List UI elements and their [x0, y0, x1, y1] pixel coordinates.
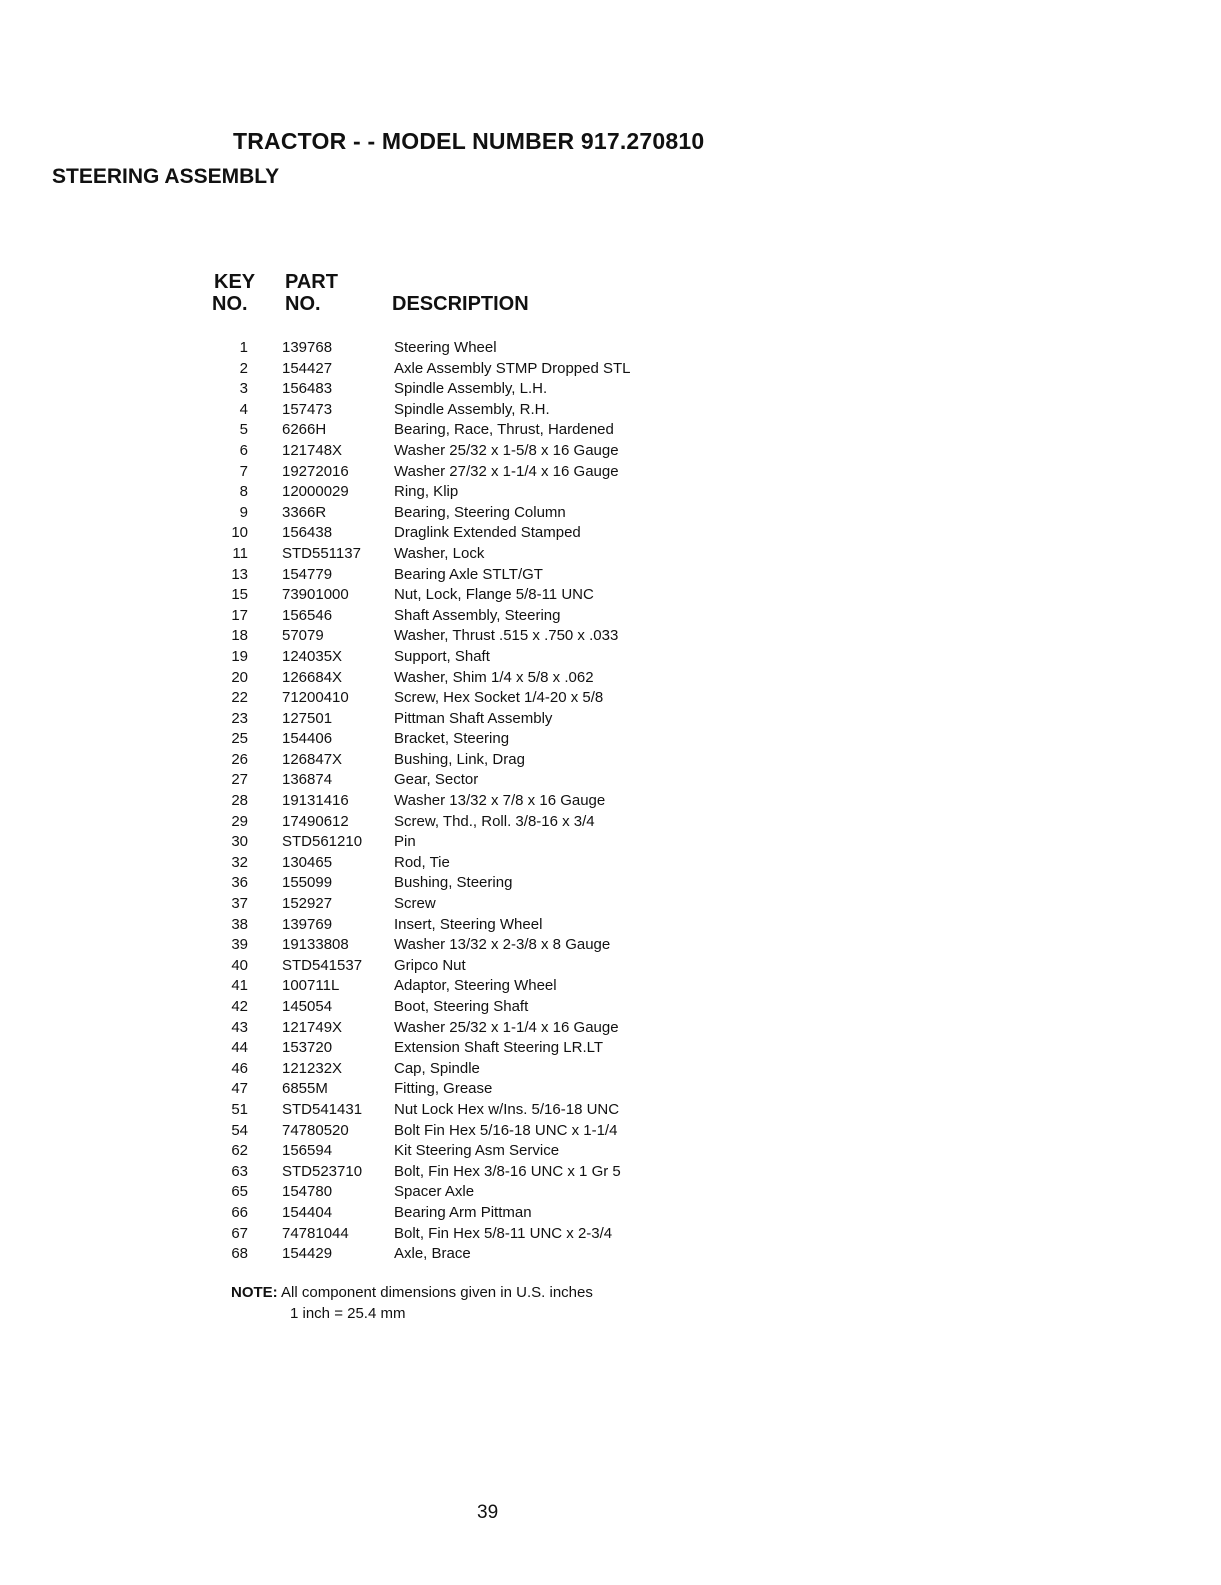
- key-number: 68: [231, 1245, 248, 1263]
- key-number: 15: [231, 586, 248, 604]
- key-number: 62: [231, 1142, 248, 1160]
- part-description: Spindle Assembly, R.H.: [394, 400, 550, 418]
- part-description: Washer 13/32 x 2-3/8 x 8 Gauge: [394, 936, 611, 954]
- parts-row: [200, 420, 720, 441]
- key-header-line2: NO.: [212, 293, 248, 315]
- key-number: 10: [231, 524, 248, 542]
- key-number: 38: [231, 915, 248, 933]
- page-title: TRACTOR - - MODEL NUMBER 917.270810: [233, 128, 705, 154]
- note: [231, 1283, 593, 1303]
- key-number: 66: [231, 1203, 248, 1221]
- key-number: 32: [231, 853, 248, 871]
- part-number: 19133808: [282, 936, 349, 954]
- parts-row: [200, 441, 720, 462]
- part-number: 6855M: [282, 1080, 328, 1098]
- parts-row: [200, 1100, 720, 1121]
- parts-row: [200, 750, 720, 771]
- parts-row: [200, 1244, 720, 1265]
- parts-row: [200, 873, 720, 894]
- parts-row: [200, 688, 720, 709]
- part-description: Support, Shaft: [394, 647, 490, 665]
- part-description: Bolt, Fin Hex 3/8-16 UNC x 1 Gr 5: [394, 1162, 621, 1180]
- key-number: 30: [231, 833, 248, 851]
- parts-row: [200, 1182, 720, 1203]
- part-number: STD541537: [282, 956, 363, 974]
- key-number: 63: [231, 1162, 248, 1180]
- parts-row: [200, 523, 720, 544]
- key-number: 44: [231, 1039, 248, 1057]
- part-number: 156483: [282, 380, 333, 398]
- part-number: 73901000: [282, 586, 349, 604]
- part-description: Spacer Axle: [394, 1183, 475, 1201]
- part-number: 6266H: [282, 421, 327, 439]
- key-number: 51: [231, 1100, 248, 1118]
- part-number: 156594: [282, 1142, 333, 1160]
- part-number: STD541431: [282, 1100, 363, 1118]
- part-description: Gripco Nut: [394, 956, 466, 974]
- key-number: 43: [231, 1018, 248, 1036]
- key-number: 28: [231, 792, 248, 810]
- part-description: Shaft Assembly, Steering: [394, 606, 561, 624]
- page-number: 39: [477, 1502, 499, 1523]
- key-number: 13: [231, 565, 248, 583]
- parts-row: [200, 1203, 720, 1224]
- key-number: 65: [231, 1183, 248, 1201]
- part-description: Nut, Lock, Flange 5/8-11 UNC: [394, 586, 594, 604]
- parts-row: [200, 462, 720, 483]
- part-description: Washer, Lock: [394, 544, 485, 562]
- part-description: Bolt Fin Hex 5/16-18 UNC x 1-1/4: [394, 1121, 618, 1139]
- part-description: Screw: [394, 895, 436, 913]
- part-number: 19131416: [282, 792, 349, 810]
- part-number: 127501: [282, 709, 333, 727]
- part-number: 152927: [282, 895, 333, 913]
- part-description: Washer, Thrust .515 x .750 x .033: [394, 627, 619, 645]
- part-description: Extension Shaft Steering LR.LT: [394, 1039, 604, 1057]
- parts-row: [200, 544, 720, 565]
- parts-row: [200, 647, 720, 668]
- key-number: 40: [231, 956, 248, 974]
- key-number: 18: [231, 627, 248, 645]
- part-description: Steering Wheel: [394, 339, 497, 356]
- key-number: 17: [231, 606, 248, 624]
- key-number: 36: [231, 874, 248, 892]
- part-description: Bearing Axle STLT/GT: [394, 565, 543, 583]
- key-number: 42: [231, 998, 248, 1015]
- key-number: 11: [232, 544, 248, 562]
- key-number: 3: [239, 380, 248, 398]
- part-number: 154404: [282, 1203, 333, 1221]
- part-number: 124035X: [282, 647, 343, 665]
- key-number: 37: [231, 895, 248, 913]
- note-conversion: 1 inch = 25.4 mm: [290, 1305, 406, 1322]
- parts-row: [200, 379, 720, 400]
- part-number: 130465: [282, 853, 333, 871]
- part-number: 136874: [282, 771, 333, 789]
- part-description: Screw, Hex Socket 1/4-20 x 5/8: [394, 689, 604, 707]
- part-description: Adaptor, Steering Wheel: [394, 977, 557, 995]
- part-description: Fitting, Grease: [394, 1080, 493, 1098]
- part-description: Nut Lock Hex w/Ins. 5/16-18 UNC: [394, 1100, 620, 1118]
- part-number: 154780: [282, 1183, 333, 1201]
- part-description: Washer 13/32 x 7/8 x 16 Gauge: [394, 792, 606, 810]
- part-number: 100711L: [282, 977, 340, 995]
- parts-row: [200, 482, 720, 503]
- part-number: 156438: [282, 524, 333, 542]
- part-description: Washer 25/32 x 1-1/4 x 16 Gauge: [394, 1018, 619, 1036]
- parts-row: [200, 956, 720, 977]
- section-title: STEERING ASSEMBLY: [52, 165, 280, 188]
- part-number: 17490612: [282, 812, 349, 830]
- part-description: Bearing, Race, Thrust, Hardened: [394, 421, 614, 439]
- part-number: 154429: [282, 1245, 333, 1263]
- key-number: 46: [231, 1059, 248, 1077]
- key-number: 2: [239, 359, 248, 377]
- part-number: 19272016: [282, 462, 349, 480]
- part-number: 139768: [282, 339, 333, 356]
- parts-row: [200, 997, 720, 1018]
- parts-row: [200, 1121, 720, 1142]
- key-number: 47: [231, 1080, 248, 1098]
- part-header-line2: NO.: [285, 293, 321, 315]
- key-header-line1: KEY: [214, 271, 256, 293]
- part-description: Washer, Shim 1/4 x 5/8 x .062: [394, 668, 594, 686]
- part-number: 126684X: [282, 668, 343, 686]
- description-header: DESCRIPTION: [392, 293, 529, 315]
- part-description: Boot, Steering Shaft: [394, 998, 529, 1015]
- parts-row: [200, 1059, 720, 1080]
- part-number: 154427: [282, 359, 333, 377]
- part-description: Spindle Assembly, L.H.: [394, 380, 548, 398]
- part-description: Bracket, Steering: [394, 730, 510, 748]
- part-number: 139769: [282, 915, 333, 933]
- part-number: 74780520: [282, 1121, 349, 1139]
- parts-row: [200, 400, 720, 421]
- part-description: Bushing, Link, Drag: [394, 750, 525, 768]
- key-number: 67: [231, 1224, 248, 1242]
- part-description: Bearing, Steering Column: [394, 503, 566, 521]
- parts-row: [200, 1079, 720, 1100]
- part-description: Rod, Tie: [394, 853, 450, 871]
- part-number: 3366R: [282, 503, 327, 521]
- part-header-line1: PART: [285, 271, 338, 293]
- part-description: Axle, Brace: [394, 1245, 471, 1263]
- part-description: Bolt, Fin Hex 5/8-11 UNC x 2-3/4: [394, 1224, 613, 1242]
- part-description: Bearing Arm Pittman: [394, 1203, 532, 1221]
- parts-row: [200, 832, 720, 853]
- parts-row: [200, 503, 720, 524]
- part-number: 74781044: [282, 1224, 349, 1242]
- part-number: 157473: [282, 400, 333, 418]
- parts-row: [200, 894, 720, 915]
- key-number: 26: [231, 750, 248, 768]
- key-number: 41: [231, 977, 248, 995]
- key-number: 4: [239, 400, 248, 418]
- key-number: 20: [231, 668, 248, 686]
- part-number: 57079: [282, 627, 324, 645]
- parts-row: [200, 606, 720, 627]
- key-number: 39: [231, 936, 248, 954]
- parts-row: [200, 626, 720, 647]
- part-description: Kit Steering Asm Service: [394, 1142, 560, 1160]
- part-number: 155099: [282, 874, 333, 892]
- part-description: Washer 27/32 x 1-1/4 x 16 Gauge: [394, 462, 619, 480]
- part-number: 121749X: [282, 1018, 343, 1036]
- parts-row: [200, 1038, 720, 1059]
- key-number: 23: [231, 709, 248, 727]
- parts-list: [200, 338, 720, 1265]
- parts-row: [200, 935, 720, 956]
- part-number: 153720: [282, 1039, 333, 1057]
- key-number: 22: [231, 689, 248, 707]
- parts-row: [200, 770, 720, 791]
- parts-row: [200, 338, 720, 359]
- part-number: 154406: [282, 730, 333, 748]
- parts-row: [200, 812, 720, 833]
- parts-row: [200, 1224, 720, 1245]
- parts-row: [200, 585, 720, 606]
- key-number: 8: [239, 483, 248, 501]
- parts-row: [200, 359, 720, 380]
- parts-row: [200, 1018, 720, 1039]
- part-description: Cap, Spindle: [394, 1059, 480, 1077]
- key-number: 6: [239, 441, 248, 459]
- part-number: 71200410: [282, 689, 349, 707]
- part-description: Draglink Extended Stamped: [394, 524, 581, 542]
- part-description: Insert, Steering Wheel: [394, 915, 543, 933]
- parts-row: [200, 668, 720, 689]
- part-description: Gear, Sector: [394, 771, 479, 789]
- key-number: 29: [231, 812, 248, 830]
- key-number: 7: [239, 462, 248, 480]
- part-number: 145054: [282, 998, 333, 1015]
- parts-row: [200, 729, 720, 750]
- key-number: 25: [231, 730, 248, 748]
- part-number: 121748X: [282, 441, 343, 459]
- parts-row: [200, 1141, 720, 1162]
- part-description: Pittman Shaft Assembly: [394, 709, 553, 727]
- parts-row: [200, 565, 720, 586]
- key-number: 5: [239, 421, 248, 439]
- part-number: 121232X: [282, 1059, 343, 1077]
- parts-row: [200, 1162, 720, 1183]
- note-label: NOTE:: [231, 1284, 278, 1301]
- note-text: All component dimensions given in U.S. inches: [281, 1284, 593, 1301]
- part-number: STD551137: [282, 544, 361, 562]
- part-number: STD523710: [282, 1162, 363, 1180]
- key-number: 1: [239, 339, 248, 356]
- part-number: 126847X: [282, 750, 343, 768]
- parts-row: [200, 976, 720, 997]
- part-number: 154779: [282, 565, 333, 583]
- part-description: Bushing, Steering: [394, 874, 513, 892]
- part-number: 12000029: [282, 483, 349, 501]
- part-description: Axle Assembly STMP Dropped STL: [394, 359, 631, 377]
- parts-row: [200, 709, 720, 730]
- parts-row: [200, 853, 720, 874]
- key-number: 19: [231, 647, 248, 665]
- key-number: 54: [231, 1121, 248, 1139]
- parts-row: [200, 791, 720, 812]
- key-number: 27: [231, 771, 248, 789]
- part-description: Pin: [394, 833, 416, 851]
- part-description: Ring, Klip: [394, 483, 459, 501]
- parts-row: [200, 915, 720, 936]
- part-description: Washer 25/32 x 1-5/8 x 16 Gauge: [394, 441, 619, 459]
- part-description: Screw, Thd., Roll. 3/8-16 x 3/4: [394, 812, 595, 830]
- key-number: 9: [239, 503, 248, 521]
- part-number: 156546: [282, 606, 333, 624]
- part-number: STD561210: [282, 833, 363, 851]
